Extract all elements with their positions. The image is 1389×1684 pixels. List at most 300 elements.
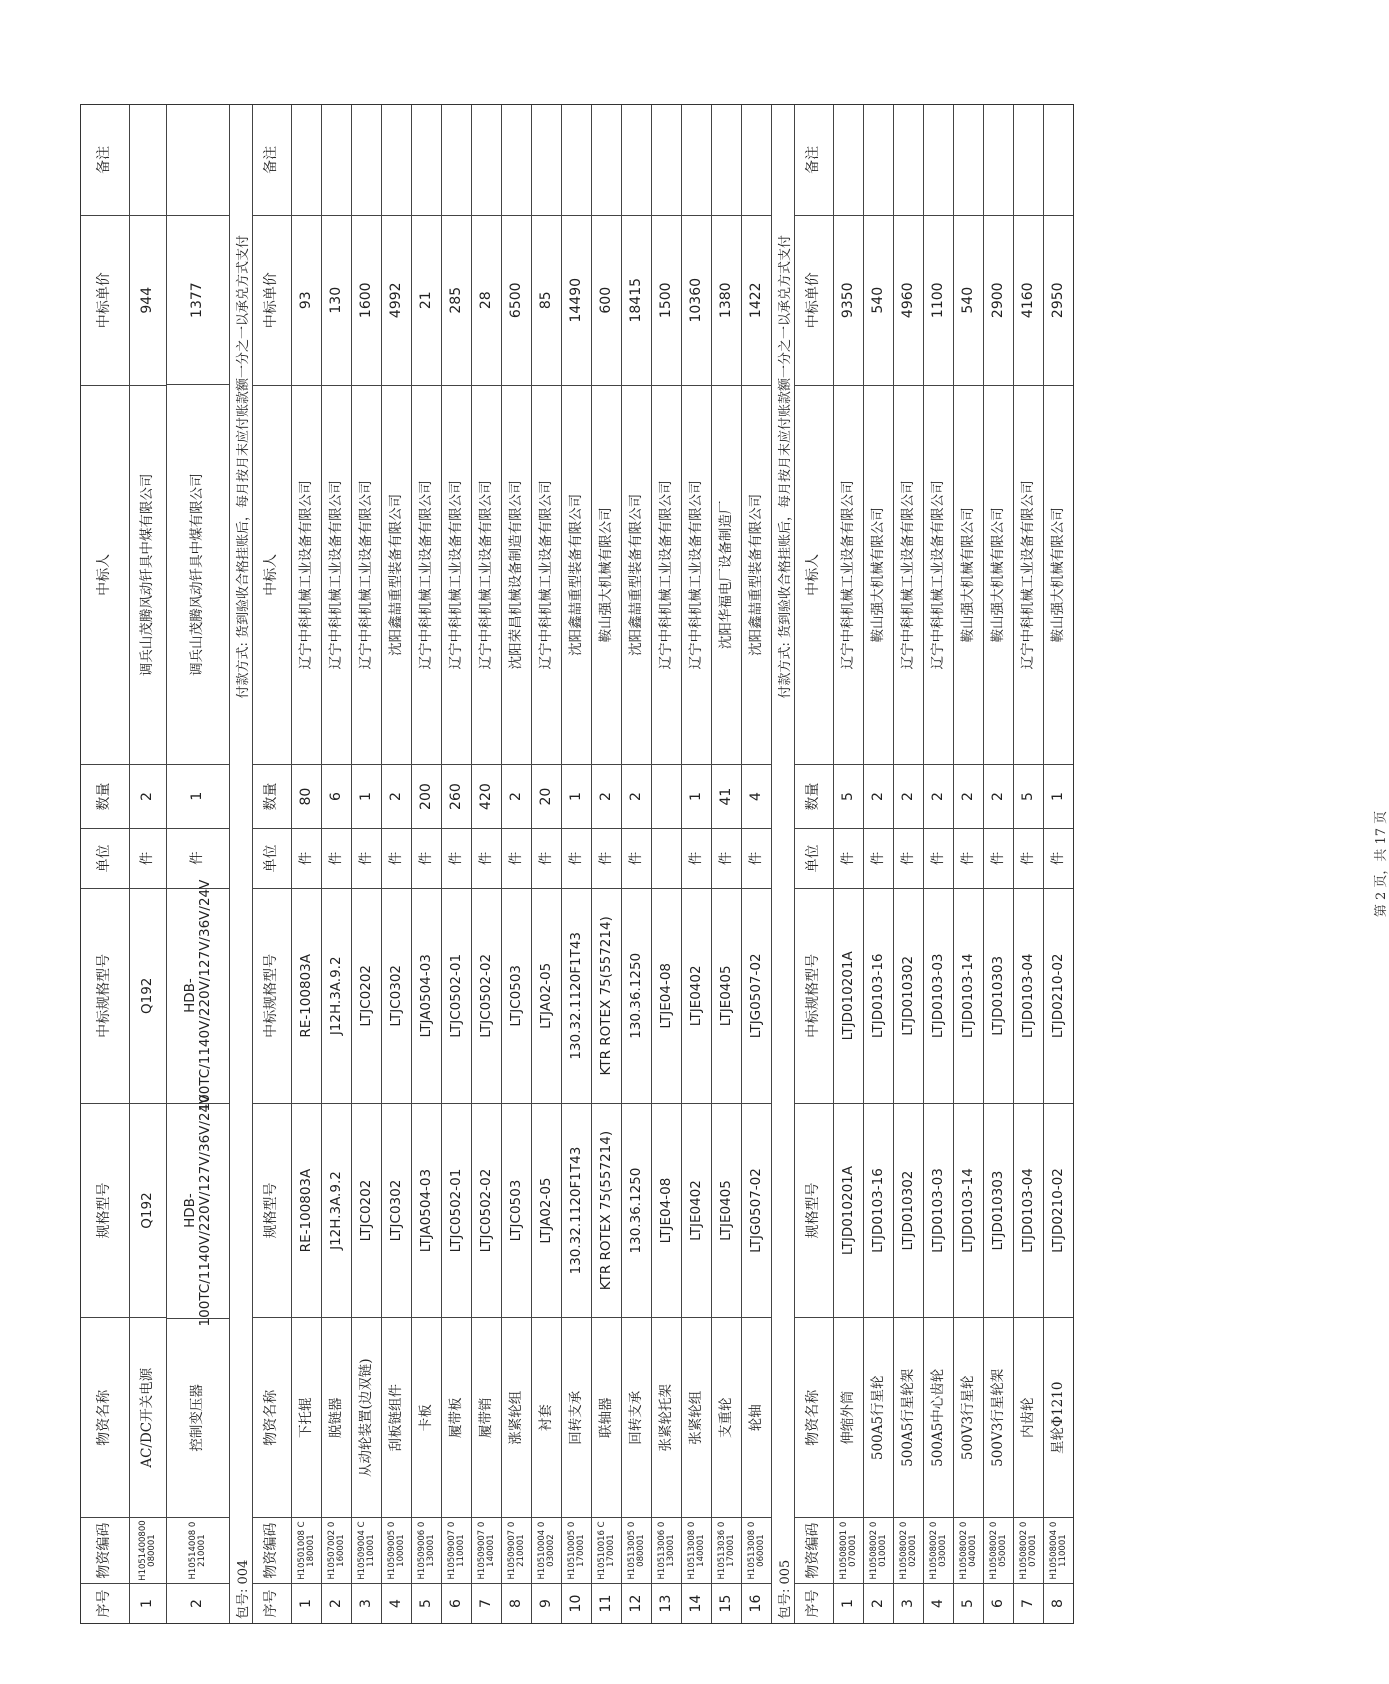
cell-price: 6500 — [502, 215, 531, 385]
cell-code: H10509004 C110001 — [352, 1517, 381, 1583]
cell-seq: 1 — [834, 1583, 863, 1623]
cell-price: 1600 — [352, 215, 381, 385]
cell-spec: LTJC0502-02 — [472, 1103, 501, 1318]
cell-note — [292, 105, 321, 215]
cell-bid_spec: LTJD0103-04 — [1014, 888, 1043, 1103]
cell-code: H10513008 0140001 — [682, 1517, 711, 1583]
cell-unit: 件 — [292, 828, 321, 888]
cell-seq: 12 — [622, 1583, 651, 1623]
cell-unit: 件 — [894, 828, 923, 888]
cell-bid_spec: HDB-100TC/1140V/220V/127V/36V/24V — [167, 888, 229, 1103]
cell-bid_spec: LTJC0502-02 — [472, 888, 501, 1103]
header-code: 物资编码 — [81, 1517, 129, 1583]
table-row — [562, 105, 592, 1623]
header-spec: 规格型号 — [253, 1103, 291, 1318]
cell-bid_spec: LTJA02-05 — [532, 888, 561, 1103]
cell-price: 21 — [412, 215, 441, 385]
cell-spec: LTJD0103-16 — [864, 1103, 893, 1318]
cell-qty: 260 — [442, 764, 471, 828]
cell-winner: 鞍山强大机械有限公司 — [1044, 385, 1073, 764]
header-winner: 中标人 — [795, 385, 833, 764]
cell-unit: 件 — [984, 828, 1013, 888]
header-code: 物资编码 — [795, 1517, 833, 1583]
cell-unit: 件 — [924, 828, 953, 888]
cell-price: 1500 — [652, 215, 681, 385]
cell-winner: 沈阳鑫喆重型装备有限公司 — [742, 385, 771, 764]
cell-winner: 鞍山强大机械有限公司 — [592, 385, 621, 764]
cell-unit: 件 — [834, 828, 863, 888]
cell-seq: 7 — [472, 1583, 501, 1623]
table-row — [532, 105, 562, 1623]
cell-winner: 辽宁中科机械工业设备有限公司 — [834, 385, 863, 764]
cell-bid_spec: LTJD0210-02 — [1044, 888, 1073, 1103]
table-row — [712, 105, 742, 1623]
cell-bid_spec: LTJE0402 — [682, 888, 711, 1103]
cell-price: 2950 — [1044, 215, 1073, 385]
cell-unit: 件 — [167, 828, 229, 888]
table-row — [1044, 105, 1073, 1623]
cell-qty: 2 — [864, 764, 893, 828]
table-row — [130, 105, 167, 1623]
cell-name: 履带销 — [472, 1317, 501, 1517]
cell-note — [712, 105, 741, 215]
cell-note — [1044, 105, 1073, 215]
cell-unit: 件 — [472, 828, 501, 888]
table-row — [382, 105, 412, 1623]
cell-name: 500A5行星轮 — [864, 1317, 893, 1517]
cell-bid_spec: LTJD010303 — [984, 888, 1013, 1103]
cell-spec: LTJE0402 — [682, 1103, 711, 1318]
cell-bid_spec: LTJE0405 — [712, 888, 741, 1103]
cell-winner: 辽宁中科机械工业设备有限公司 — [322, 385, 351, 764]
cell-note — [864, 105, 893, 215]
cell-code: H10508001 0070001 — [834, 1517, 863, 1583]
cell-winner: 辽宁中科机械工业设备有限公司 — [532, 385, 561, 764]
cell-unit: 件 — [130, 828, 166, 888]
cell-note — [472, 105, 501, 215]
table-row — [894, 105, 924, 1623]
header-price: 中标单价 — [795, 215, 833, 385]
cell-code: H10509007 0210001 — [502, 1517, 531, 1583]
cell-name: 衬套 — [532, 1317, 561, 1517]
header-note: 备注 — [96, 145, 113, 174]
cell-note — [562, 105, 591, 215]
cell-winner: 调兵山茂腾风动钎具中煤有限公司 — [130, 385, 166, 764]
cell-qty: 2 — [954, 764, 983, 828]
header-seq: 序号 — [795, 1583, 833, 1623]
cell-price: 14490 — [562, 215, 591, 385]
cell-bid_spec: LTJD0103-03 — [924, 888, 953, 1103]
bid-result-table — [80, 104, 1389, 1624]
cell-winner: 辽宁中科机械工业设备有限公司 — [652, 385, 681, 764]
cell-winner: 沈阳华福电厂设备制造厂 — [712, 385, 741, 764]
cell-qty: 80 — [292, 764, 321, 828]
cell-name: 下托辊 — [292, 1317, 321, 1517]
cell-spec: LTJE0405 — [712, 1103, 741, 1318]
table-row — [742, 105, 771, 1623]
table-row — [442, 105, 472, 1623]
header-name: 物资名称 — [81, 1317, 129, 1517]
cell-bid_spec: Q192 — [130, 888, 166, 1103]
cell-seq: 3 — [894, 1583, 923, 1623]
table-row — [924, 105, 954, 1623]
cell-seq: 2 — [322, 1583, 351, 1623]
cell-spec: KTR ROTEX 75(557214) — [592, 1103, 621, 1318]
cell-seq: 7 — [1014, 1583, 1043, 1623]
cell-note — [442, 105, 471, 215]
table-row — [984, 105, 1014, 1623]
cell-seq: 8 — [502, 1583, 531, 1623]
cell-price: 1100 — [924, 215, 953, 385]
cell-code: H10508002 0030001 — [924, 1517, 953, 1583]
header-row — [253, 105, 292, 1623]
cell-code: H10510005 0170001 — [562, 1517, 591, 1583]
cell-code: H10501008 C180001 — [292, 1517, 321, 1583]
package-bar — [771, 105, 795, 1623]
header-note: 备注 — [805, 145, 822, 174]
cell-winner: 鞍山强大机械有限公司 — [954, 385, 983, 764]
cell-qty: 420 — [472, 764, 501, 828]
cell-code: H10508002 0020001 — [894, 1517, 923, 1583]
cell-name: 支重轮 — [712, 1317, 741, 1517]
table-row — [622, 105, 652, 1623]
package-number: 包号: 004 — [235, 1559, 251, 1619]
cell-winner: 辽宁中科机械工业设备有限公司 — [442, 385, 471, 764]
cell-note — [592, 105, 621, 215]
cell-price: 130 — [322, 215, 351, 385]
cell-qty: 200 — [412, 764, 441, 828]
cell-unit: 件 — [412, 828, 441, 888]
cell-winner: 鞍山强大机械有限公司 — [864, 385, 893, 764]
cell-spec: LTJD0210-02 — [1044, 1103, 1073, 1318]
cell-bid_spec: LTJC0503 — [502, 888, 531, 1103]
cell-qty: 1 — [562, 764, 591, 828]
cell-unit: 件 — [864, 828, 893, 888]
cell-seq: 1 — [130, 1583, 166, 1623]
header-winner: 中标人 — [81, 385, 129, 764]
cell-name: 联轴器 — [592, 1317, 621, 1517]
cell-note — [834, 105, 863, 215]
cell-unit: 件 — [682, 828, 711, 888]
header-price: 中标单价 — [81, 215, 129, 385]
cell-qty: 1 — [167, 764, 229, 828]
cell-price: 944 — [130, 215, 166, 385]
cell-qty: 20 — [532, 764, 561, 828]
cell-spec: LTJC0503 — [502, 1103, 531, 1318]
cell-spec: LTJC0502-01 — [442, 1103, 471, 1318]
cell-winner: 辽宁中科机械工业设备有限公司 — [412, 385, 441, 764]
cell-spec: LTJD0103-04 — [1014, 1103, 1043, 1318]
header-qty: 数量 — [795, 764, 833, 828]
cell-spec: LTJC0302 — [382, 1103, 411, 1318]
header-row — [81, 105, 130, 1623]
cell-qty: 1 — [1044, 764, 1073, 828]
table-row — [652, 105, 682, 1623]
payment-terms: 付款方式: 货到验收合格挂账后，每月按月末应付账款额一分之一以承兑方式支付 — [777, 235, 793, 699]
cell-winner: 沈阳荣昌机械设备制造有限公司 — [502, 385, 531, 764]
cell-name: 履带板 — [442, 1317, 471, 1517]
cell-qty: 5 — [834, 764, 863, 828]
cell-note — [167, 105, 229, 215]
cell-note — [322, 105, 351, 215]
cell-bid_spec: LTJD0103-16 — [864, 888, 893, 1103]
cell-code: H10508002 0010001 — [864, 1517, 893, 1583]
cell-qty: 1 — [352, 764, 381, 828]
cell-seq: 14 — [682, 1583, 711, 1623]
cell-seq: 5 — [412, 1583, 441, 1623]
cell-note — [130, 105, 166, 215]
cell-seq: 13 — [652, 1583, 681, 1623]
header-qty: 数量 — [253, 764, 291, 828]
header-name: 物资名称 — [795, 1317, 833, 1517]
cell-unit: 件 — [382, 828, 411, 888]
cell-winner: 鞍山强大机械有限公司 — [984, 385, 1013, 764]
cell-spec: 130.36.1250 — [622, 1103, 651, 1318]
cell-bid_spec: LTJD010302 — [894, 888, 923, 1103]
package-number: 包号: 005 — [777, 1559, 793, 1619]
cell-unit — [652, 828, 681, 888]
cell-spec: HDB-100TC/1140V/220V/127V/36V/24V — [167, 1103, 229, 1318]
cell-name: 控制变压器 — [167, 1318, 229, 1518]
cell-unit: 件 — [742, 828, 771, 888]
cell-unit: 件 — [1014, 828, 1043, 888]
table-row — [592, 105, 622, 1623]
cell-bid_spec: KTR ROTEX 75(557214) — [592, 888, 621, 1103]
cell-name: 回转支承 — [622, 1317, 651, 1517]
header-unit: 单位 — [81, 828, 129, 888]
cell-code: H10509005 0100001 — [382, 1517, 411, 1583]
cell-seq: 15 — [712, 1583, 741, 1623]
cell-code: H10508002 0050001 — [984, 1517, 1013, 1583]
cell-note — [894, 105, 923, 215]
table-row — [352, 105, 382, 1623]
cell-note — [742, 105, 771, 215]
cell-price: 285 — [442, 215, 471, 385]
cell-bid_spec: 130.32.1120F1T43 — [562, 888, 591, 1103]
cell-name: 500V3行星轮架 — [984, 1317, 1013, 1517]
table-row — [954, 105, 984, 1623]
cell-seq: 6 — [984, 1583, 1013, 1623]
cell-unit: 件 — [442, 828, 471, 888]
cell-winner: 沈阳鑫喆重型装备有限公司 — [382, 385, 411, 764]
cell-name: 刮板链组件 — [382, 1317, 411, 1517]
cell-code: H10510016 C170001 — [592, 1517, 621, 1583]
cell-seq: 4 — [382, 1583, 411, 1623]
cell-spec: RE-100803A — [292, 1103, 321, 1318]
cell-spec: LTJD0103-03 — [924, 1103, 953, 1318]
cell-winner: 辽宁中科机械工业设备有限公司 — [682, 385, 711, 764]
cell-code: H10508004 0110001 — [1044, 1517, 1073, 1583]
cell-code: H10513036 0170001 — [712, 1517, 741, 1583]
cell-code: H10508002 0040001 — [954, 1517, 983, 1583]
table-row — [472, 105, 502, 1623]
cell-name: 张紧轮组 — [682, 1317, 711, 1517]
cell-price: 93 — [292, 215, 321, 385]
table-row — [322, 105, 352, 1623]
cell-price: 18415 — [622, 215, 651, 385]
cell-code: H10514008 0210001 — [167, 1517, 229, 1583]
cell-name: 张紧轮托架 — [652, 1317, 681, 1517]
cell-name: AC/DC开关电源 — [130, 1317, 166, 1517]
cell-bid_spec: 130.36.1250 — [622, 888, 651, 1103]
cell-code: H10509006 0130001 — [412, 1517, 441, 1583]
cell-spec: 130.32.1120F1T43 — [562, 1103, 591, 1318]
cell-note — [382, 105, 411, 215]
cell-spec: LTJC0202 — [352, 1103, 381, 1318]
header-code: 物资编码 — [253, 1517, 291, 1583]
cell-name: 从动轮装置(边双链) — [352, 1317, 381, 1517]
cell-price: 4992 — [382, 215, 411, 385]
cell-spec: LTJG0507-02 — [742, 1103, 771, 1318]
header-bid_spec: 中标规格型号 — [795, 888, 833, 1103]
cell-seq: 1 — [292, 1583, 321, 1623]
header-price: 中标单价 — [253, 215, 291, 385]
cell-name: 500A5中心齿轮 — [924, 1317, 953, 1517]
table-row — [864, 105, 894, 1623]
cell-name: 500A5行星轮架 — [894, 1317, 923, 1517]
cell-winner: 辽宁中科机械工业设备有限公司 — [1014, 385, 1043, 764]
header-unit: 单位 — [253, 828, 291, 888]
cell-qty: 6 — [322, 764, 351, 828]
cell-note — [954, 105, 983, 215]
cell-bid_spec: LTJC0302 — [382, 888, 411, 1103]
cell-bid_spec: LTJC0502-01 — [442, 888, 471, 1103]
header-unit: 单位 — [795, 828, 833, 888]
payment-terms: 付款方式: 货到验收合格挂账后，每月按月末应付账款额一分之一以承兑方式支付 — [235, 235, 251, 699]
cell-spec: LTJD010302 — [894, 1103, 923, 1318]
cell-bid_spec: LTJD010201A — [834, 888, 863, 1103]
table-row — [502, 105, 532, 1623]
cell-code: H1051400800080001 — [130, 1517, 166, 1583]
cell-bid_spec: J12H.3A.9.2 — [322, 888, 351, 1103]
header-row — [795, 105, 834, 1623]
cell-winner: 辽宁中科机械工业设备有限公司 — [894, 385, 923, 764]
cell-spec: J12H.3A.9.2 — [322, 1103, 351, 1318]
cell-name: 500V3行星轮 — [954, 1317, 983, 1517]
cell-price: 28 — [472, 215, 501, 385]
cell-seq: 3 — [352, 1583, 381, 1623]
cell-name: 星轮Φ1210 — [1044, 1317, 1073, 1517]
cell-note — [532, 105, 561, 215]
cell-price: 10360 — [682, 215, 711, 385]
cell-bid_spec: LTJD0103-14 — [954, 888, 983, 1103]
cell-code: H10510004 0030002 — [532, 1517, 561, 1583]
cell-qty: 2 — [984, 764, 1013, 828]
cell-name: 涨紧轮组 — [502, 1317, 531, 1517]
cell-note — [924, 105, 953, 215]
cell-price: 1377 — [167, 215, 229, 385]
cell-unit: 件 — [562, 828, 591, 888]
cell-name: 回转支承 — [562, 1317, 591, 1517]
cell-note — [622, 105, 651, 215]
cell-price: 4160 — [1014, 215, 1043, 385]
cell-name: 伸缩外筒 — [834, 1317, 863, 1517]
cell-qty: 2 — [894, 764, 923, 828]
cell-price: 2900 — [984, 215, 1013, 385]
cell-spec: LTJA02-05 — [532, 1103, 561, 1318]
cell-spec: Q192 — [130, 1103, 166, 1318]
cell-winner: 沈阳鑫喆重型装备有限公司 — [622, 385, 651, 764]
cell-code: H10513005 0080001 — [622, 1517, 651, 1583]
table-row — [167, 105, 229, 1623]
cell-spec: LTJE04-08 — [652, 1103, 681, 1318]
cell-name: 内齿轮 — [1014, 1317, 1043, 1517]
cell-unit: 件 — [954, 828, 983, 888]
cell-qty: 2 — [592, 764, 621, 828]
cell-seq: 4 — [924, 1583, 953, 1623]
cell-qty: 1 — [682, 764, 711, 828]
cell-price: 1422 — [742, 215, 771, 385]
cell-note — [352, 105, 381, 215]
cell-unit: 件 — [322, 828, 351, 888]
cell-winner: 辽宁中科机械工业设备有限公司 — [924, 385, 953, 764]
cell-price: 540 — [954, 215, 983, 385]
cell-qty: 2 — [382, 764, 411, 828]
cell-winner: 辽宁中科机械工业设备有限公司 — [292, 385, 321, 764]
cell-seq: 11 — [592, 1583, 621, 1623]
cell-bid_spec: LTJA0504-03 — [412, 888, 441, 1103]
cell-seq: 5 — [954, 1583, 983, 1623]
table-row — [682, 105, 712, 1623]
header-name: 物资名称 — [253, 1317, 291, 1517]
package-bar — [229, 105, 253, 1623]
cell-qty: 4 — [742, 764, 771, 828]
cell-unit: 件 — [1044, 828, 1073, 888]
cell-name: 脱链器 — [322, 1317, 351, 1517]
cell-winner: 辽宁中科机械工业设备有限公司 — [352, 385, 381, 764]
cell-price: 540 — [864, 215, 893, 385]
cell-seq: 6 — [442, 1583, 471, 1623]
cell-qty: 2 — [502, 764, 531, 828]
table-row — [834, 105, 864, 1623]
header-qty: 数量 — [81, 764, 129, 828]
cell-unit: 件 — [622, 828, 651, 888]
cell-price: 4960 — [894, 215, 923, 385]
cell-unit: 件 — [712, 828, 741, 888]
cell-code: H10509007 0140001 — [472, 1517, 501, 1583]
cell-seq: 2 — [167, 1583, 229, 1623]
cell-note — [1014, 105, 1043, 215]
header-winner: 中标人 — [253, 385, 291, 764]
cell-note — [652, 105, 681, 215]
cell-bid_spec: LTJC0202 — [352, 888, 381, 1103]
cell-unit: 件 — [502, 828, 531, 888]
cell-unit: 件 — [532, 828, 561, 888]
cell-price: 85 — [532, 215, 561, 385]
cell-code: H10507002 0160001 — [322, 1517, 351, 1583]
cell-qty: 2 — [622, 764, 651, 828]
package-section — [229, 104, 771, 1624]
cell-seq: 2 — [864, 1583, 893, 1623]
cell-qty: 5 — [1014, 764, 1043, 828]
cell-code: H10513006 0130001 — [652, 1517, 681, 1583]
cell-seq: 9 — [532, 1583, 561, 1623]
cell-spec: LTJD010303 — [984, 1103, 1013, 1318]
header-spec: 规格型号 — [795, 1103, 833, 1318]
header-spec: 规格型号 — [81, 1103, 129, 1318]
table-row — [1014, 105, 1044, 1623]
header-seq: 序号 — [253, 1583, 291, 1623]
cell-price: 600 — [592, 215, 621, 385]
cell-price: 1380 — [712, 215, 741, 385]
cell-qty: 2 — [924, 764, 953, 828]
cell-qty: 41 — [712, 764, 741, 828]
cell-winner: 调兵山茂腾风动钎具中煤有限公司 — [167, 384, 229, 763]
cell-qty — [652, 764, 681, 828]
cell-winner: 沈阳鑫喆重型装备有限公司 — [562, 385, 591, 764]
cell-spec: LTJD0103-14 — [954, 1103, 983, 1318]
cell-spec: LTJD010201A — [834, 1103, 863, 1318]
